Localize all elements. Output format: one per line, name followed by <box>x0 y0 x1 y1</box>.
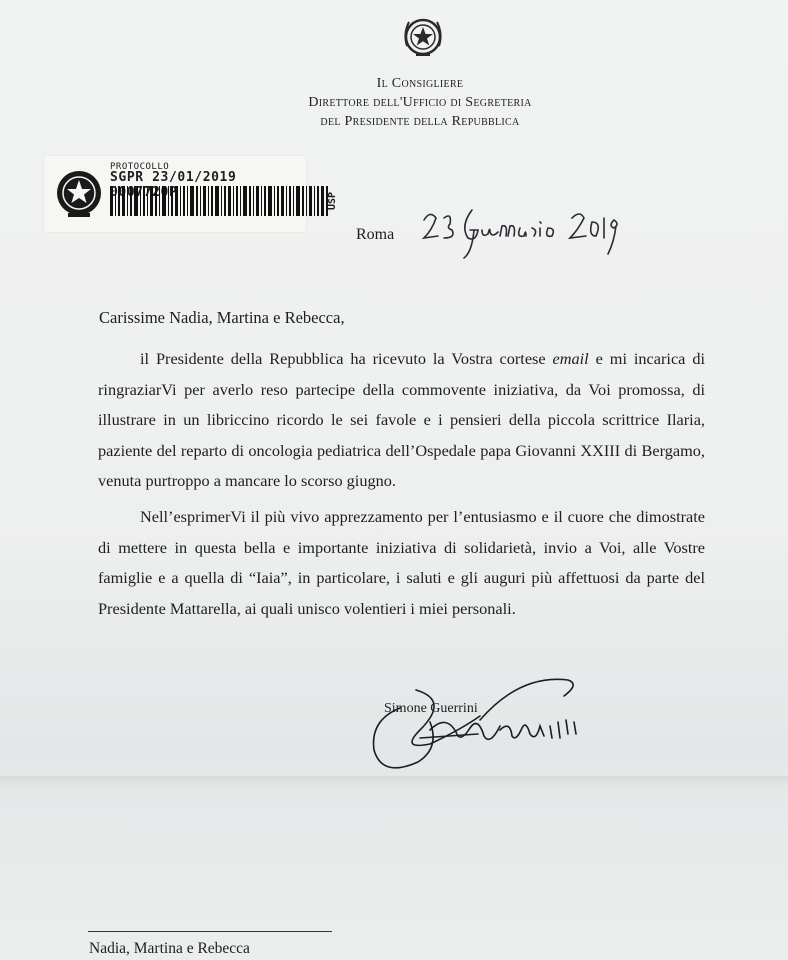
paragraph-1-text-a: il Presidente della Repubblica ha ricevuto la Vostra cortese <box>140 349 553 368</box>
letterhead-line-3: del Presidente della Repubblica <box>320 114 520 129</box>
signatory-name: Simone Guerrini <box>384 701 478 716</box>
stamp-emblem-icon <box>54 164 104 222</box>
protocol-stamp <box>44 156 338 232</box>
letterhead <box>268 74 572 131</box>
paragraph-1 <box>98 344 705 497</box>
letterhead-line-2: Direttore dell'Ufficio di Segreteria <box>308 95 532 110</box>
date-place: Roma <box>356 226 395 243</box>
letterhead-line-1: Il Consigliere <box>376 76 464 91</box>
handwritten-date <box>420 196 620 266</box>
handwritten-signature <box>360 670 600 790</box>
paragraph-1-text-b: e mi incarica di ringraziarVi per averlo reso partecipe della commovente iniziativa, da Voi promossa, di illustrare in un libriccino ricordo le sei favole e i pensieri della piccola scrittrice Ilaria, paziente del reparto di oncologia pediatrica dell’Ospedale papa Giovanni XXIII di Bergamo, venuta purtroppo a mancare lo scorso giugno. <box>98 349 705 491</box>
recipient-name: Nadia, Martina e Rebecca <box>89 940 250 957</box>
barcode <box>110 186 328 216</box>
republic-emblem-icon <box>399 12 447 60</box>
email-word: email <box>552 349 589 368</box>
stamp-label: PROTOCOLLO <box>110 162 170 172</box>
paragraph-2: Nell’esprimerVi il più vivo apprezzamento per l’entusiasmo e il cuore che dimostrate di mettere in questa bella e importante iniziativa di solidarietà, invio a Voi, alle Vostre famiglie e a quella di “Iaia”, in particolare, i saluti e gli auguri più affettuosi da parte del Presidente Mattarella, ai quali unisco volentieri i miei personali. <box>98 507 705 618</box>
stamp-code: SGPR 23/01/2019 <box>110 170 237 185</box>
recipient-rule <box>88 931 332 932</box>
stamp-side-code: USP <box>327 191 338 210</box>
salutation: Carissime Nadia, Martina e Rebecca, <box>99 308 345 327</box>
